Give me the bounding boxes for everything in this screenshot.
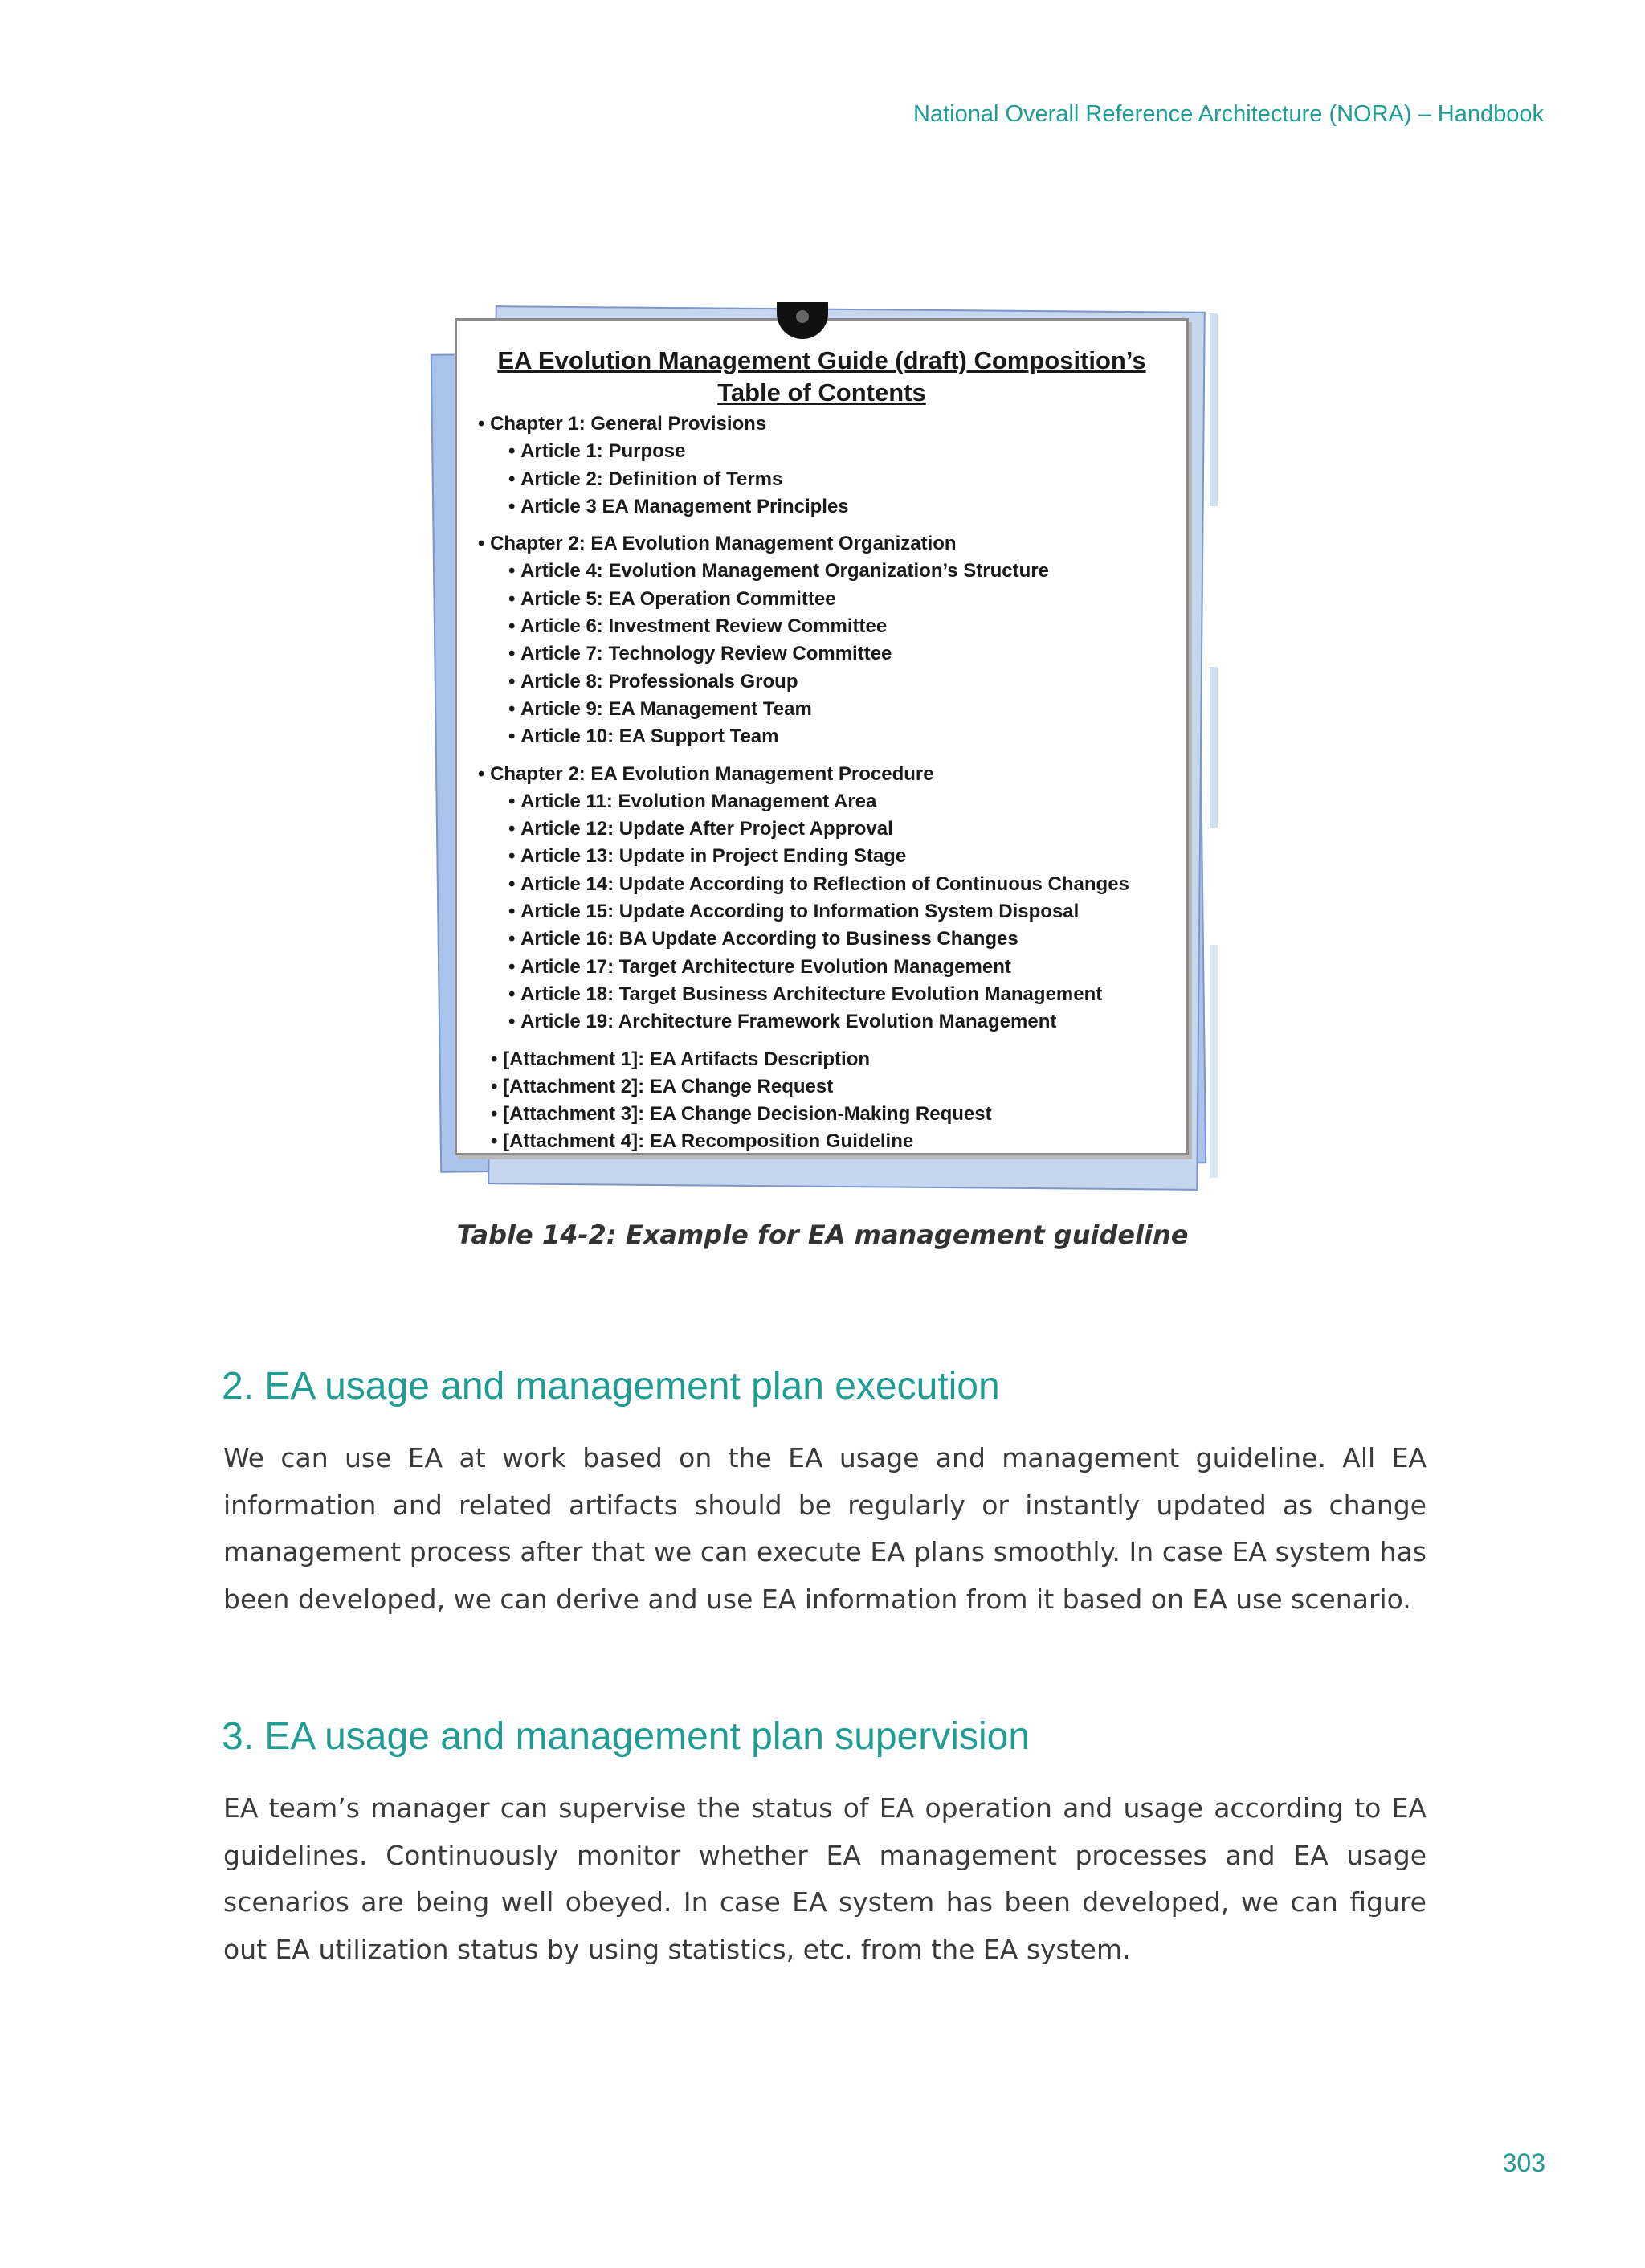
running-header: National Overall Reference Architecture (NORA) – Handbook [913,101,1544,127]
section-heading-supervision: 3. EA usage and management plan supervision [222,1715,1031,1758]
section-body-supervision: EA team’s manager can supervise the status of EA operation and usage according to EA guidelines. Continuously monitor whether EA management processes and EA usage scenarios are being well obeyed. In case EA system has been developed, we can figure out EA utilization status by using statistics, etc. from the EA system. [223,1792,1427,1965]
toc-article: • Article 9: EA Management Team [457,696,1186,723]
toc-chapter: • Chapter 1: General Provisions [457,411,1186,438]
toc-article: • Article 1: Purpose [457,438,1186,465]
section-heading-execution: 2. EA usage and management plan execution [222,1365,1000,1408]
toc-article: • Article 11: Evolution Management Area [457,788,1186,815]
figure-caption: Table 14-2: Example for EA management guideline [456,1220,1189,1250]
toc-article: • Article 17: Target Architecture Evolution Management [457,954,1186,981]
toc-article: • Article 16: BA Update According to Business Changes [457,926,1186,953]
toc-article: • Article 14: Update According to Reflection of Continuous Changes [457,871,1186,898]
toc-article: • Article 4: Evolution Management Organization’s Structure [457,558,1186,585]
toc-attachment: • [Attachment 3]: EA Change Decision-Making Request [457,1101,1186,1128]
page-number: 303 [1502,2148,1545,2177]
toc-chapter: • Chapter 2: EA Evolution Management Procedure [457,761,1186,788]
toc-article: • Article 12: Update After Project Approval [457,815,1186,843]
toc-list [457,411,1186,1156]
toc-attachment: • [Attachment 4]: EA Recomposition Guideline [457,1128,1186,1155]
toc-attachment: • [Attachment 2]: EA Change Request [457,1073,1186,1101]
toc-article: • Article 19: Architecture Framework Evolution Management [457,1008,1186,1036]
toc-title-line1: EA Evolution Management Guide (draft) Composition’s [497,346,1146,374]
toc-title-line2: Table of Contents [717,378,926,407]
sheet-edge [1210,945,1218,1178]
toc-article: • Article 5: EA Operation Committee [457,586,1186,613]
toc-article: • Article 2: Definition of Terms [457,466,1186,493]
toc-document [455,318,1189,1155]
section-body-execution: We can use EA at work based on the EA usage and management guideline. All EA information and related artifacts should be regularly or instantly updated as change management process after that we can execute EA plans smoothly. In case EA system has been developed, we can derive and use EA information from it based on EA use scenario. [223,1442,1427,1615]
toc-article: • Article 8: Professionals Group [457,668,1186,696]
sheet-edge [1210,667,1218,828]
toc-article: • Article 15: Update According to Information System Disposal [457,898,1186,926]
toc-article: • Article 10: EA Support Team [457,723,1186,750]
toc-article: • Article 3 EA Management Principles [457,493,1186,521]
toc-attachment: • [Attachment 1]: EA Artifacts Description [457,1046,1186,1073]
toc-article: • Article 18: Target Business Architecture Evolution Management [457,981,1186,1008]
toc-article: • Article 7: Technology Review Committee [457,640,1186,668]
toc-article: • Article 6: Investment Review Committee [457,613,1186,640]
toc-figure [426,305,1221,1205]
sheet-edge [1210,313,1218,506]
toc-chapter: • Chapter 2: EA Evolution Management Organization [457,530,1186,558]
toc-article: • Article 13: Update in Project Ending Stage [457,843,1186,870]
